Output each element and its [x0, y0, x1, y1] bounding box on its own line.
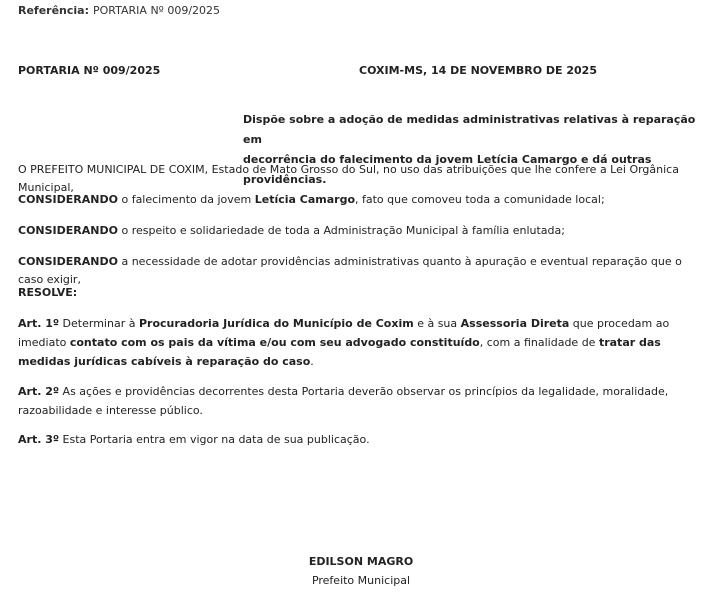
- portaria-number: PORTARIA Nº 009/2025: [18, 64, 161, 77]
- resolve-heading: RESOLVE:: [18, 286, 78, 299]
- considerando-text: o falecimento da jovem: [117, 193, 255, 206]
- considerando-keyword: CONSIDERANDO: [18, 255, 118, 268]
- victim-name: Letícia Camargo: [254, 193, 356, 206]
- ementa-line-1: Dispõe sobre a adoção de medidas administrativas relativas à reparação em: [243, 113, 696, 146]
- article-emphasis: Assessoria Direta: [460, 317, 570, 330]
- considerando-2: [18, 222, 708, 240]
- reference-value: PORTARIA Nº 009/2025: [93, 4, 221, 17]
- article-3: [18, 431, 708, 449]
- article-label: Art. 3º: [18, 433, 60, 446]
- article-text: e à sua: [413, 317, 461, 330]
- article-emphasis: contato com os pais da vítima e/ou com seu advogado constituído: [69, 336, 480, 349]
- article-2: [18, 382, 708, 420]
- article-1: [18, 314, 698, 371]
- article-text: As ações e providências decorrentes desta Portaria deverão observar os princípios da legalidade, moralidade, razoabilidade e interesse público.: [18, 385, 669, 417]
- article-label: Art. 1º: [18, 317, 60, 330]
- intro-paragraph: O PREFEITO MUNICIPAL DE COXIM, Estado de Mato Grosso do Sul, no uso das atribuições que lhe confere a Lei Orgânica Municipal,: [18, 163, 679, 194]
- considerando-text: o respeito e solidariedade de toda a Administração Municipal à família enlutada;: [117, 224, 565, 237]
- article-text: , com a finalidade de: [479, 336, 599, 349]
- considerando-text: a necessidade de adotar providências administrativas quanto à apuração e eventual reparação que o caso exigir,: [18, 255, 682, 286]
- reference-line: [18, 2, 220, 20]
- article-text: que procedam ao imediato: [18, 317, 670, 349]
- reference-label: Referência:: [18, 4, 90, 17]
- ementa-line-2: decorrência do falecimento da jovem Letícia Camargo e dá outras providências.: [243, 153, 652, 186]
- signatory-role: Prefeito Municipal: [311, 574, 411, 587]
- considerando-text: , fato que comoveu toda a comunidade local;: [355, 193, 605, 206]
- article-label: Art. 2º: [18, 385, 60, 398]
- article-emphasis: tratar das medidas jurídicas cabíveis à reparação do caso: [18, 336, 661, 368]
- article-text: .: [310, 355, 314, 368]
- signatory-name: EDILSON MAGRO: [308, 555, 414, 568]
- considerando-keyword: CONSIDERANDO: [18, 224, 118, 237]
- article-text: Esta Portaria entra em vigor na data de sua publicação.: [59, 433, 370, 446]
- place-date: COXIM-MS, 14 DE NOVEMBRO DE 2025: [359, 64, 597, 77]
- considerando-keyword: CONSIDERANDO: [18, 193, 118, 206]
- article-emphasis: Procuradoria Jurídica do Município de Coxim: [138, 317, 414, 330]
- article-text: Determinar à: [59, 317, 139, 330]
- considerando-1: [18, 191, 708, 209]
